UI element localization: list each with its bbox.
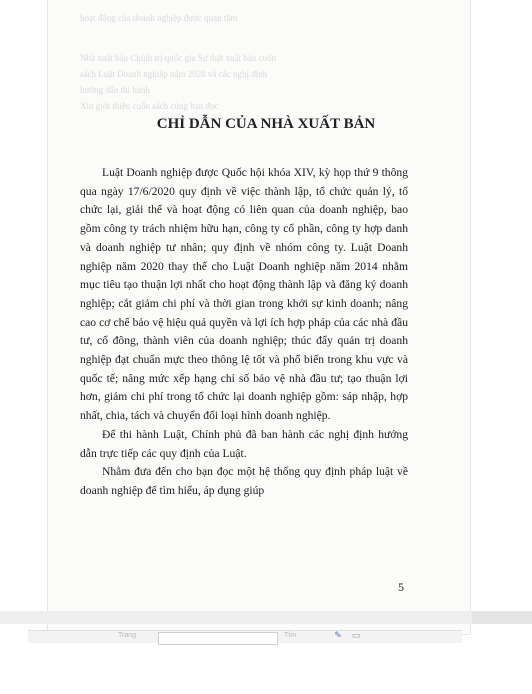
paragraph: Luật Doanh nghiệp được Quốc hội khóa XIV, kỳ họp thứ 9 thông qua ngày 17/6/2020 quy định về việc thành lập, tổ chức quản lý, tổ chức lại, giải thể và hoạt động có liên quan của doanh nghiệp, bao gồm công ty trách nhiệm hữu hạn, công ty cổ phần, công ty hợp danh và doanh nghiệp tư nhân; quy định về nhóm công ty. Luật Doanh nghiệp năm 2020 thay thế cho Luật Doanh nghiệp năm 2014 nhằm mục tiêu tạo thuận lợi nhất cho hoạt động thành lập và đăng ký doanh nghiệp; cắt giảm chi phí và thời gian trong khởi sự kinh doanh; nâng cao cơ chế bảo vệ hiệu quả quyền và lợi ích hợp pháp của các nhà đầu tư, cổ đông, thành viên của doanh nghiệp; thúc đẩy quản trị doanh nghiệp đạt chuẩn mực theo thông lệ tốt và phổ biến trong khu vực và quốc tế; nâng mức xếp hạng chỉ số bảo vệ nhà đầu tư; tạo thuận lợi hơn, giảm chi phí trong tổ chức lại doanh nghiệp gồm: sáp nhập, hợp nhất, chia, tách và chuyển đổi loại hình doanh nghiệp.	[80, 166, 408, 423]
viewer-separator-right	[472, 611, 532, 624]
viewer-toolbar	[28, 630, 462, 643]
body-text	[80, 164, 408, 501]
paragraph: Nhằm đưa đến cho bạn đọc một hệ thống quy định pháp luật về doanh nghiệp để tìm hiểu, áp dụng giúp	[80, 465, 408, 497]
bleed-through-line: hoạt động của doanh nghiệp được quan tâm	[80, 13, 238, 23]
search-label[interactable]: Tìm	[284, 632, 297, 639]
bleed-through-line: hướng dẫn thi hành	[80, 85, 150, 95]
bleed-through-line: Xin giới thiệu cuốn sách cùng bạn đọc	[80, 101, 219, 111]
bleed-through-line: sách Luật Doanh nghiệp năm 2020 và các nghị định	[80, 69, 268, 79]
bleed-through-line: Nhà xuất bản Chính trị quốc gia Sự thật xuất bản cuốn	[80, 53, 277, 63]
page-label: Trang	[118, 632, 137, 639]
viewer-separator	[0, 611, 532, 624]
square-icon[interactable]: ▭	[351, 631, 361, 641]
page-title: CHỈ DẪN CỦA NHÀ XUẤT BẢN	[156, 116, 376, 132]
edit-icon[interactable]: ✎	[334, 631, 342, 641]
search-input[interactable]	[158, 632, 278, 645]
paragraph: Để thi hành Luật, Chính phủ đã ban hành các nghị định hướng dẫn trực tiếp các quy định của Luật.	[80, 427, 408, 460]
page-number: 5	[398, 580, 404, 594]
